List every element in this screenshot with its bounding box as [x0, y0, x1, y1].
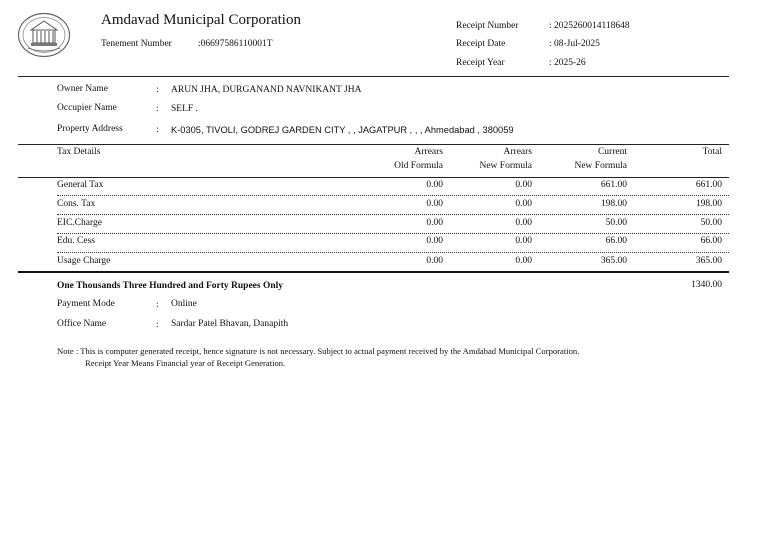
occupier-name-value: SELF . [171, 104, 198, 114]
note-line-1: Note : This is computer generated receipt, hence signature is not necessary. Subject to actual payment received by the Amdabad Municipal Corporation. [57, 346, 580, 356]
payment-mode-separator: : [156, 300, 159, 310]
table-row-arrears-old: 0.00 [426, 180, 443, 190]
occupier-name-separator: : [156, 104, 159, 114]
col-header-arrears-new-line1: Arrears [503, 147, 532, 157]
table-row-arrears-old: 0.00 [426, 256, 443, 266]
table-row-arrears-new: 0.00 [515, 256, 532, 266]
table-header-divider [18, 177, 729, 178]
table-row-current: 50.00 [605, 218, 627, 228]
office-name-separator: : [156, 320, 159, 330]
row-divider [57, 214, 729, 215]
table-row-total: 198.00 [695, 199, 722, 209]
amc-emblem-logo [17, 12, 71, 58]
table-row-arrears-old: 0.00 [426, 199, 443, 209]
receipt-date-value: : 08-Jul-2025 [549, 39, 600, 49]
table-row-arrears-new: 0.00 [515, 180, 532, 190]
amount-in-words: One Thousands Three Hundred and Forty Rupees Only [57, 281, 284, 291]
owner-name-separator: : [156, 85, 159, 95]
table-bottom-divider [18, 271, 729, 273]
property-address-label: Property Address [57, 124, 123, 134]
table-row-total: 50.00 [700, 218, 722, 228]
table-row-total: 365.00 [695, 256, 722, 266]
row-divider [57, 195, 729, 196]
receipt-year-label: Receipt Year [456, 58, 505, 68]
table-row-current: 365.00 [600, 256, 627, 266]
col-header-arrears-old-line2: Old Formula [394, 161, 443, 171]
occupier-name-label: Occupier Name [57, 103, 117, 113]
note-line-2: Receipt Year Means Financial year of Receipt Generation. [85, 358, 286, 368]
payment-mode-label: Payment Mode [57, 299, 115, 309]
table-row-total: 66.00 [700, 236, 722, 246]
tenement-number-value: :06697586110001T [198, 39, 273, 49]
table-row-arrears-old: 0.00 [426, 218, 443, 228]
table-row-current: 66.00 [605, 236, 627, 246]
col-header-total: Total [702, 147, 722, 157]
office-name-label: Office Name [57, 319, 107, 329]
office-name-value: Sardar Patel Bhavan, Danapith [171, 319, 289, 329]
payment-mode-value: Online [171, 299, 197, 309]
grand-total: 1340.00 [691, 280, 722, 290]
owner-divider [18, 144, 729, 145]
table-row-name: Edu. Cess [57, 236, 95, 246]
receipt-date-label: Receipt Date [456, 39, 506, 49]
table-row-arrears-old: 0.00 [426, 236, 443, 246]
table-row-name: EIC.Charge [57, 218, 102, 228]
property-address-value: K-0305, TIVOLI, GODREJ GARDEN CITY , , JAGATPUR , , , Ahmedabad , 380059 [171, 125, 514, 135]
col-header-current-line1: Current [597, 147, 627, 157]
row-divider [57, 252, 729, 253]
col-header-tax-details: Tax Details [57, 147, 101, 157]
table-row-current: 661.00 [600, 180, 627, 190]
col-header-arrears-new-line2: New Formula [479, 161, 532, 171]
table-row-arrears-new: 0.00 [515, 199, 532, 209]
table-row-total: 661.00 [695, 180, 722, 190]
table-row-name: Usage Charge [57, 256, 111, 266]
receipt-number-label: Receipt Number [456, 21, 519, 31]
table-row-arrears-new: 0.00 [515, 218, 532, 228]
table-row-current: 198.00 [600, 199, 627, 209]
property-address-separator: : [156, 125, 159, 135]
owner-name-label: Owner Name [57, 84, 108, 94]
owner-name-value: ARUN JHA, DURGANAND NAVNIKANT JHA [171, 85, 362, 95]
table-row-name: Cons. Tax [57, 199, 96, 209]
receipt-year-value: : 2025-26 [549, 58, 586, 68]
receipt-number-value: : 2025260014118648 [549, 21, 630, 31]
row-divider [57, 233, 729, 234]
tenement-number-label: Tenement Number [101, 39, 172, 49]
organization-name: Amdavad Municipal Corporation [101, 12, 301, 28]
header-divider [18, 76, 729, 77]
table-row-name: General Tax [57, 180, 104, 190]
table-row-arrears-new: 0.00 [515, 236, 532, 246]
col-header-arrears-old-line1: Arrears [414, 147, 443, 157]
col-header-current-line2: New Formula [574, 161, 627, 171]
